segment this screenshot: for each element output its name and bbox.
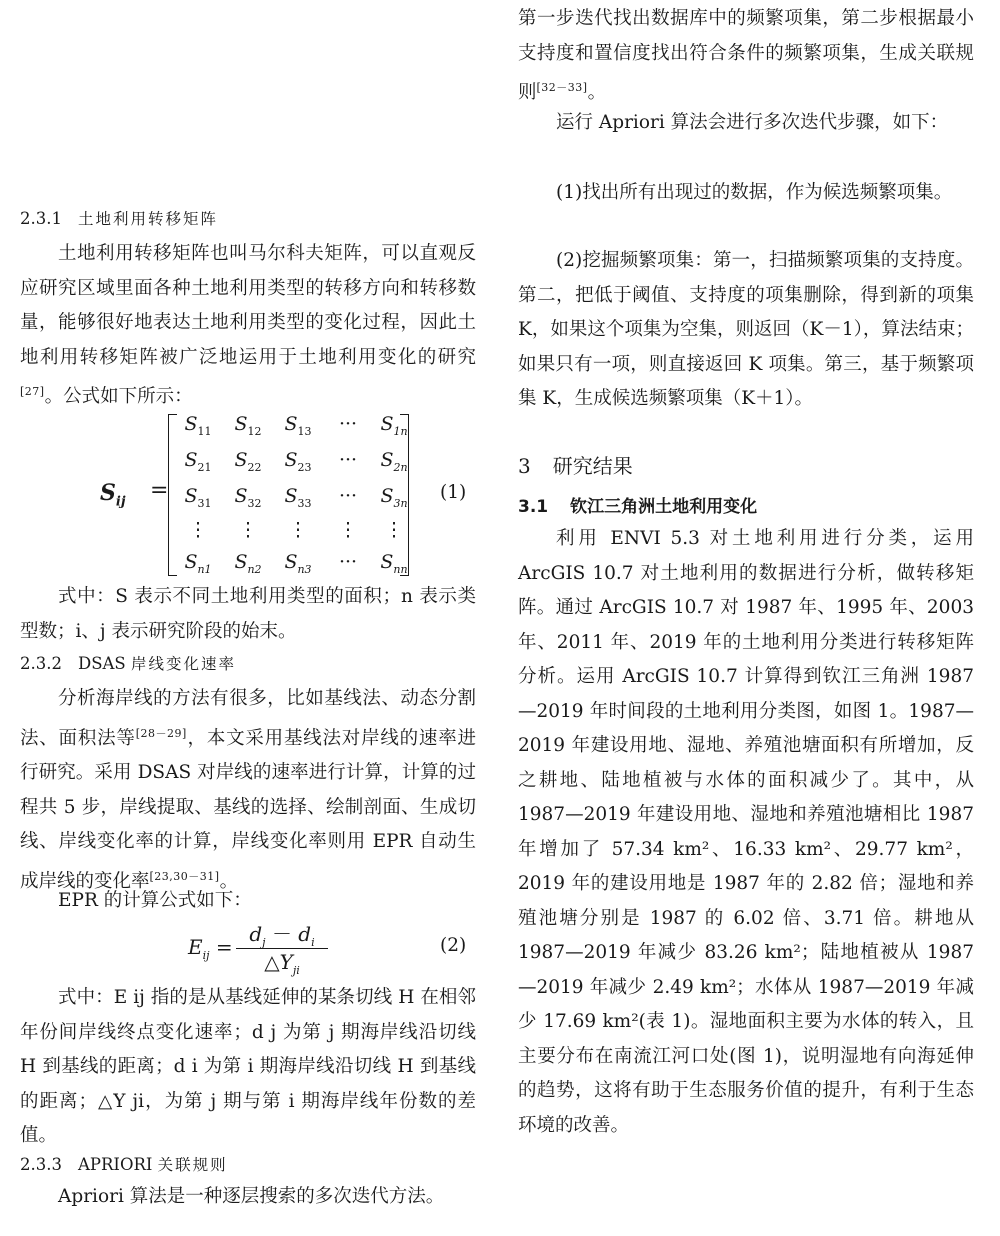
matrix-cell: ··· <box>338 551 358 573</box>
matrix-cell: $S_{22}$ <box>234 449 262 474</box>
matrix-cell: $S_{33}$ <box>284 485 312 510</box>
paragraph-apriori-run: 运行 Apriori 算法会进行多次迭代步骤，如下： <box>556 112 949 133</box>
matrix-cell: $S_{21}$ <box>184 449 212 474</box>
section-number: 2.3.2 <box>20 654 62 673</box>
paragraph-text: ，本文采用基线法对岸线的速率进行研究。采用 DSAS 对岸线的速率进行计算，计算的过程共 5 步，岸线提取、基线的选择、绘制剖面、生成切线、岸线变化率的计算，岸线变化率则用 EPR 自动生成岸线的变化率 <box>20 727 476 892</box>
matrix-cell: ··· <box>338 449 358 471</box>
paragraph-text: 。 <box>219 870 239 892</box>
section-title: 岸线变化速率 <box>131 655 237 673</box>
matrix-cell: ⋮ <box>288 519 308 541</box>
equation-number-1: (1) <box>440 482 467 503</box>
paragraph-text-tail: 。公式如下所示： <box>44 386 193 407</box>
paragraph-epr-explanation: 式中：E ij 指的是从基线延伸的某条切线 H 在相邻年份间岸线终点变化速率；d j 为第 j 期海岸线沿切线 H 到基线的距离；d i 为第 i 期海岸线沿切线 H 到基线的距离；△Y ji，为第 j 期与第 i 期海岸线年份数的差值。 <box>20 987 476 1146</box>
paragraph-land-use-change: 利用 ENVI 5.3 对土地利用进行分类，运用 ArcGIS 10.7 对土地利用的数据进行分析，做转移矩阵。通过 ArcGIS 10.7 对 1987 年、1995 年、2003 年、2011 年、2019 年的土地利用分类进行转移矩阵分析。运用 ArcGIS 10.7 计算得到钦江三角洲 1987—2019 年时间段的土地利用分类图，如图 1。1987—2019 年建设用地、湿地、养殖池塘面积有所增加，反之耕地、陆地植被与水体的面积减少了。其中，从 1987—2019 年建设用地、湿地和养殖池塘相比 1987 年增加了 57.34 km²、16.33 km²、29.77 km²，2019 年的建设用地是 1987 年的 2.82 倍；湿地和养殖池塘分别是 1987 的 6.02 倍、3.71 倍。耕地从 1987—2019 年减少 83.26 km²；陆地植被从 1987—2019 年减少 2.49 km²；水体从 1987—2019 年减少 17.69 km²(表 1)。湿地面积主要为水体的转入，且主要分布在南流江河口处(图 1)，说明湿地有向海延伸的趋势，这将有助于生态服务价值的提升，有利于生态环境的改善。 <box>518 528 974 1136</box>
paragraph-text: 第一步迭代找出数据库中的频繁项集，第二步根据最小支持度和置信度找出符合条件的频繁项集，生成关联规则 <box>518 8 974 103</box>
section-heading-2-3-3 <box>20 1153 228 1177</box>
fraction-bar <box>236 948 328 949</box>
section-title: 钦江三角洲土地利用变化 <box>570 497 758 517</box>
section-heading-2-3-2 <box>20 652 236 676</box>
paragraph-text: 分析海岸线的方法有很多，比如基线法、动态分割法、面积法等 <box>20 688 476 749</box>
paragraph-text-tail: 。 <box>587 82 607 103</box>
section-heading-3-1 <box>518 494 757 520</box>
matrix-cell: ⋮ <box>338 519 358 541</box>
section-title: 土地利用转移矩阵 <box>77 210 218 228</box>
matrix-cell: $S_{32}$ <box>234 485 262 510</box>
matrix-cell: $S_{2n}$ <box>380 449 408 474</box>
matrix-cell: ⋮ <box>384 519 404 541</box>
matrix-cell: ⋮ <box>188 519 208 541</box>
citation: [23,30－31] <box>149 869 220 883</box>
matrix-cell: $S_{23}$ <box>284 449 312 474</box>
paragraph-step-2: (2)挖掘频繁项集：第一，扫描频繁项集的支持度。第二，把低于阈值、支持度的项集删除，得到新的项集 K，如果这个项集为空集，则返回（K－1），算法结束；如果只有一项，则直接返回 K 项集。第三，基于频繁项集 K，生成候选频繁项集（K＋1）。 <box>518 250 974 409</box>
formula-numerator: $d_j - d_i$ <box>249 922 315 949</box>
matrix-label: $S_{ij}$ <box>100 480 126 510</box>
matrix-cell: $S_{12}$ <box>234 413 262 438</box>
section-heading-2-3-1 <box>20 207 218 231</box>
section-title: 关联规则 <box>157 1156 228 1174</box>
citation: [27] <box>20 385 45 398</box>
section-heading-3 <box>518 452 633 480</box>
matrix-cell: ⋮ <box>238 519 258 541</box>
equals-sign: = <box>150 478 169 503</box>
citation: [32－33] <box>536 81 588 94</box>
matrix-cell: ··· <box>338 413 358 435</box>
paragraph-transfer-matrix <box>20 237 476 415</box>
section-number: 3.1 <box>518 497 549 517</box>
paragraph-apriori-intro: Apriori 算法是一种逐层搜索的多次迭代方法。 <box>58 1186 445 1207</box>
paragraph-step-1: (1)找出所有出现过的数据，作为候选频繁项集。 <box>556 182 953 203</box>
section-number: 2.3.1 <box>20 209 62 228</box>
matrix-cell: $S_{nn}$ <box>380 551 408 576</box>
paragraph-epr-intro: EPR 的计算公式如下： <box>58 890 252 911</box>
formula-2 <box>188 918 348 978</box>
matrix-formula-1 <box>20 408 476 576</box>
section-number: 2.3.3 <box>20 1155 62 1174</box>
formula-lhs: $E_{ij}$ = <box>188 935 233 962</box>
matrix-cell: $S_{3n}$ <box>380 485 408 510</box>
section-number: 3 <box>518 454 531 478</box>
paragraph-apriori-steps <box>518 2 974 111</box>
formula-denominator: $\triangle Y_{ji}$ <box>264 950 300 977</box>
equation-number-2: (2) <box>440 935 467 956</box>
matrix-cell: $S_{n2}$ <box>234 551 262 576</box>
section-title-prefix: DSAS <box>77 654 126 673</box>
citation: [28－29] <box>135 726 187 740</box>
matrix-cell: $S_{1n}$ <box>380 413 408 438</box>
matrix-cell: $S_{13}$ <box>284 413 312 438</box>
matrix-cell: $S_{31}$ <box>184 485 212 510</box>
paragraph-text: 土地利用转移矩阵也叫马尔科夫矩阵，可以直观反应研究区域里面各种土地利用类型的转移方向和转移数量，能够很好地表达土地利用类型的变化过程，因此土地利用转移矩阵被广泛地运用于土地利用变化的研究 <box>20 243 476 368</box>
paragraph-matrix-explanation: 式中：S 表示不同土地利用类型的面积；n 表示类型数；i、j 表示研究阶段的始末。 <box>20 586 476 642</box>
matrix-cell: $S_{11}$ <box>184 413 212 438</box>
paragraph-dsas <box>20 682 476 899</box>
section-title: 研究结果 <box>552 454 633 478</box>
matrix-cell: $S_{n1}$ <box>184 551 212 576</box>
section-title-prefix: APRIORI <box>77 1155 153 1174</box>
matrix-cell: ··· <box>338 485 358 507</box>
matrix-cell: $S_{n3}$ <box>284 551 312 576</box>
